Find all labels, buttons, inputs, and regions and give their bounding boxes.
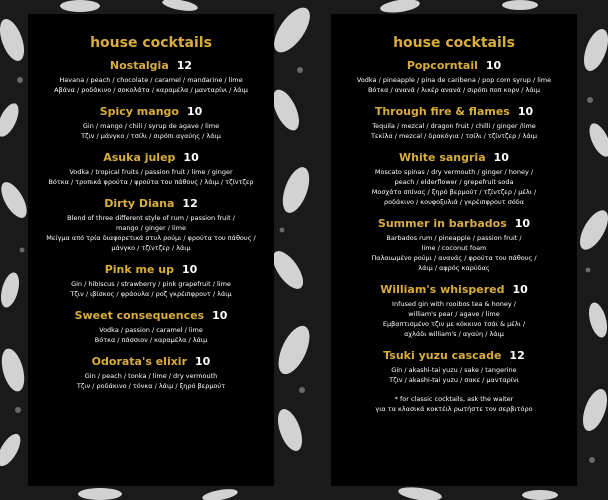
footnote xyxy=(331,394,577,414)
cocktail-ingredients-line: Tequila / mezcal / dragon fruit / chilli / ginger /lime xyxy=(372,122,536,130)
cocktail-ingredients-line: Gin / mango / chili / syrup de agave / lime xyxy=(82,122,220,130)
cocktail-name: Pink me up xyxy=(104,263,174,276)
cocktail-item xyxy=(331,150,577,207)
cocktail-item xyxy=(331,282,577,339)
cocktail-item xyxy=(28,104,274,141)
cocktail-price: 10 xyxy=(195,355,211,368)
cocktail-price: 10 xyxy=(186,105,203,118)
cocktail-title xyxy=(28,262,274,277)
cocktail-ingredients-line: Vodka / pineapple / pina de caribena / pop corn syrup / lime xyxy=(356,76,552,84)
menu-panel-left xyxy=(28,14,274,486)
cocktail-name: Dirty Diana xyxy=(104,197,175,210)
footnote-line-english: * for classic cocktails, ask the waiter xyxy=(394,395,514,403)
cocktail-ingredients-line: Μοσχάτο σπίνας / ξηρό βερμούτ / τζίντζερ / μέλι / xyxy=(371,188,537,196)
cocktail-ingredients-line: Blend of three different style of rum / passion fruit / xyxy=(67,214,235,222)
cocktail-ingredients-line: Vodka / tropical fruits / passion fruit / lime / ginger xyxy=(69,168,233,176)
footnote-line-greek: για τα κλασικά κοκτέιλ ρωτήστε τον σερβιτόρο xyxy=(375,405,533,413)
cocktail-ingredients-line: Παλαιωμένο ρούμι / ανανάς / φρούτα του πάθους / xyxy=(371,254,537,262)
cocktail-ingredients-line: Moscato spinas / dry vermouth / ginger / honey / xyxy=(374,168,534,176)
cocktail-ingredients-line: peach / elderflower / grepefruit soda xyxy=(394,178,514,186)
cocktail-item xyxy=(331,104,577,141)
cocktail-item xyxy=(28,150,274,187)
cocktail-item xyxy=(28,354,274,391)
cocktail-name: William's whispered xyxy=(380,283,505,296)
cocktail-price: 10 xyxy=(181,263,198,276)
cocktail-price: 12 xyxy=(182,197,198,210)
cocktail-title xyxy=(331,282,577,297)
cocktail-name: Nostalgia xyxy=(109,59,169,72)
cocktail-name: Popcorntail xyxy=(406,59,478,72)
cocktail-ingredients-line: μάνγκο / τζίντζερ / λάιμ xyxy=(111,244,191,252)
cocktail-ingredients-line: Vodka / passion / caramel / lime xyxy=(99,326,203,334)
cocktail-name: Odorata's elixir xyxy=(91,355,188,368)
cocktail-price: 10 xyxy=(485,59,502,72)
cocktail-ingredients-line: Βότκα / τροπικά φρούτα / φρούτα του πάθους / λάιμ / τζίντζερ xyxy=(48,178,254,186)
cocktail-ingredients-line: Τεκίλα / mezcal / δρακόγια / τσίλι / τζίντζερ / λάιμ xyxy=(370,132,537,140)
cocktail-title xyxy=(28,196,274,211)
cocktail-title xyxy=(331,348,577,363)
cocktail-ingredients-line: Τζιν / akashi-tai yuzu / σακε / μανταρίνι xyxy=(389,376,519,384)
cocktail-price: 10 xyxy=(512,283,528,296)
cocktail-price: 10 xyxy=(517,105,534,118)
cocktail-price: 10 xyxy=(183,151,199,164)
cocktail-list xyxy=(28,58,274,391)
cocktail-ingredients-line: ροδάκινο / κουφοξυλιά / γκρέιπφρουτ σόδα xyxy=(383,198,525,206)
menu-panel-right xyxy=(331,14,577,486)
cocktail-ingredients-line: Infused gin with rooibos tea & honey / xyxy=(392,300,516,308)
cocktail-ingredients-line: Gin / akashi-tai yuzu / sake / tangerine xyxy=(391,366,517,374)
cocktail-list xyxy=(331,58,577,385)
cocktail-name: Spicy mango xyxy=(99,105,179,118)
cocktail-title xyxy=(28,58,274,73)
cocktail-item xyxy=(331,348,577,385)
cocktail-ingredients-line: αχλάδι william's / αγαύη / λάιμ xyxy=(404,330,504,338)
cocktail-ingredients-line: Μείγμα από τρία διαφορετικά στυλ ρούμι / φρούτα του πάθους / xyxy=(46,234,256,242)
cocktail-price: 12 xyxy=(176,59,193,72)
cocktail-name: Sweet consequences xyxy=(74,309,205,322)
cocktail-ingredients-line: Havana / peach / chocolate / caramel / mandarine / lime xyxy=(59,76,243,84)
cocktail-item xyxy=(28,58,274,95)
cocktail-title xyxy=(331,150,577,165)
cocktail-ingredients-line: Αβάνα / ροδάκινο / σοκολάτα / καραμέλα / μανταρίνι / λάιμ xyxy=(54,86,248,94)
cocktail-price: 10 xyxy=(212,309,228,322)
menu-heading: house cocktails xyxy=(90,35,212,51)
cocktail-item xyxy=(28,308,274,345)
cocktail-price: 12 xyxy=(509,349,525,362)
menu-heading: house cocktails xyxy=(393,35,515,51)
cocktail-name: White sangria xyxy=(399,151,486,164)
cocktail-ingredients-line: mango / ginger / lime xyxy=(116,224,186,232)
cocktail-ingredients-line: Τζιν / ιβίσκος / φράουλα / ροζ γκρέιπφρουτ / λάιμ xyxy=(70,290,232,298)
cocktail-ingredients-line: Βότκα / πάσσιον / καραμέλα / λάιμ xyxy=(94,336,208,344)
cocktail-title xyxy=(28,308,274,323)
cocktail-item xyxy=(331,216,577,273)
cocktail-title xyxy=(331,58,577,73)
cocktail-ingredients-line: Εμβαπτισμένο τζιν με κόκκινο τσάι & μέλι / xyxy=(382,320,526,328)
cocktail-item xyxy=(331,58,577,95)
cocktail-price: 10 xyxy=(514,217,531,230)
cocktail-title xyxy=(331,104,577,119)
cocktail-ingredients-line: Barbados rum / pineapple / passion fruit / xyxy=(386,234,522,242)
cocktail-ingredients-line: λάιμ / αφρός καρύδας xyxy=(418,264,490,272)
cocktail-ingredients-line: Βότκα / ανανά / λικέρ ανανά / σιρόπι ποπ κορν / λάιμ xyxy=(367,86,541,94)
cocktail-ingredients-line: Τζιν / μάνγκο / τσίλι / σιρόπι αγαύης / λάιμ xyxy=(81,132,221,140)
cocktail-ingredients-line: Τζιν / ροδάκινο / τόνκα / λάιμ / ξηρό βερμούτ xyxy=(76,382,226,390)
cocktail-name: Summer in barbados xyxy=(377,217,507,230)
cocktail-title xyxy=(28,104,274,119)
cocktail-ingredients-line: Gin / peach / tonka / lime / dry vermouth xyxy=(84,372,218,380)
cocktail-title xyxy=(28,354,274,369)
cocktail-ingredients-line: Gin / hibiscus / strawberry / pink grapefruit / lime xyxy=(71,280,231,288)
cocktail-name: Tsuki yuzu cascade xyxy=(383,349,502,362)
cocktail-title xyxy=(331,216,577,231)
cocktail-item xyxy=(28,196,274,253)
cocktail-ingredients-line: william's pear / agave / lime xyxy=(408,310,500,318)
cocktail-item xyxy=(28,262,274,299)
cocktail-price: 10 xyxy=(493,151,509,164)
cocktail-name: Asuka julep xyxy=(103,151,176,164)
cocktail-ingredients-line: lime / coconut foam xyxy=(421,244,487,252)
cocktail-title xyxy=(28,150,274,165)
cocktail-name: Through fire & flames xyxy=(374,105,510,118)
